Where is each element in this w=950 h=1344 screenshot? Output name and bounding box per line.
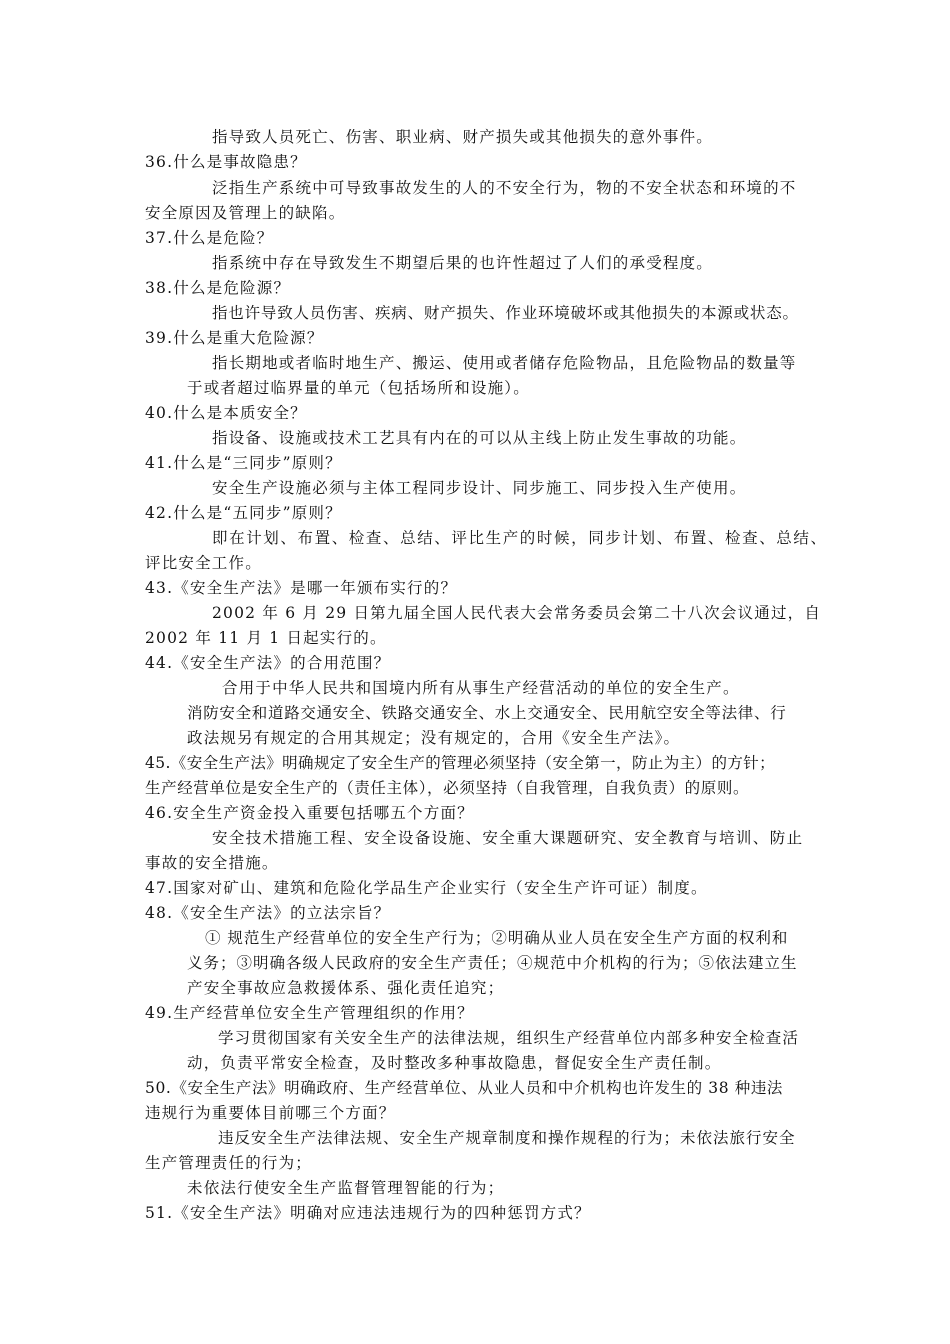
answer-text: 事故的安全措施。 bbox=[145, 854, 279, 872]
answer-text: 生产经营单位是安全生产的（责任主体），必须坚持（自我管理，自我负责）的原则。 bbox=[145, 779, 750, 797]
answer-text: 安全原因及管理上的缺陷。 bbox=[145, 204, 346, 222]
question-39: 39.什么是重大危险源？ bbox=[145, 329, 324, 347]
question-41: 41.什么是“三同步”原则？ bbox=[145, 454, 342, 472]
answer-text: ① 规范生产经营单位的安全生产行为；②明确从业人员在安全生产方面的权利和 bbox=[205, 929, 789, 947]
answer-text: 合用于中华人民共和国境内所有从事生产经营活动的单位的安全生产。 bbox=[222, 679, 740, 697]
question-46: 46.安全生产资金投入重要包括哪五个方面？ bbox=[145, 804, 474, 822]
question-48: 48.《安全生产法》的立法宗旨？ bbox=[145, 904, 391, 922]
answer-text: 于或者超过临界量的单元（包括场所和设施）。 bbox=[187, 379, 530, 397]
question-43: 43.《安全生产法》是哪一年颁布实行的？ bbox=[145, 579, 458, 597]
answer-text: 违反安全生产法律法规、安全生产规章制度和操作规程的行为；未依法旅行安全 bbox=[218, 1129, 796, 1147]
answer-text: 义务；③明确各级人民政府的安全生产责任；④规范中介机构的行为；⑤依法建立生 bbox=[187, 954, 798, 972]
answer-text: 指长期地或者临时地生产、搬运、使用或者储存危险物品，且危险物品的数量等 bbox=[212, 354, 797, 372]
answer-text: 消防安全和道路交通安全、铁路交通安全、水上交通安全、民用航空安全等法律、行 bbox=[187, 704, 787, 722]
question-44: 44.《安全生产法》的合用范围？ bbox=[145, 654, 391, 672]
question-47: 47.国家对矿山、建筑和危险化学品生产企业实行（安全生产许可证）制度。 bbox=[145, 879, 708, 897]
answer-text: 动，负责平常安全检查，及时整改多种事故隐患，督促安全生产责任制。 bbox=[187, 1054, 722, 1072]
answer-text: 未依法行使安全生产监督管理智能的行为； bbox=[187, 1179, 505, 1197]
answer-text: 即在计划、布置、检查、总结、评比生产的时候，同步计划、布置、检查、总结、 bbox=[212, 529, 828, 547]
question-51: 51.《安全生产法》明确对应违法违规行为的四种惩罚方式？ bbox=[145, 1204, 591, 1222]
answer-text: 学习贯彻国家有关安全生产的法律法规，组织生产经营单位内部多种安全检查活 bbox=[218, 1029, 800, 1047]
question-37: 37.什么是危险？ bbox=[145, 229, 274, 247]
answer-text: 生产管理责任的行为； bbox=[145, 1154, 313, 1172]
answer-text: 违规行为重要体目前哪三个方面？ bbox=[145, 1104, 396, 1122]
question-45: 45.《安全生产法》明确规定了安全生产的管理必须坚持（安全第一，防止为主）的方针； bbox=[145, 754, 776, 772]
answer-text: 泛指生产系统中可导致事故发生的人的不安全行为，物的不安全状态和环境的不 bbox=[212, 179, 797, 197]
answer-text: 产安全事故应急救援体系、强化责任追究； bbox=[187, 979, 505, 997]
answer-text: 指系统中存在导致发生不期望后果的也许性超过了人们的承受程度。 bbox=[212, 254, 714, 272]
question-40: 40.什么是本质安全？ bbox=[145, 404, 307, 422]
answer-text: 2002 年 6 月 29 日第九届全国人民代表大会常务委员会第二十八次会议通过，自 bbox=[212, 604, 822, 622]
question-49: 49.生产经营单位安全生产管理组织的作用？ bbox=[145, 1004, 474, 1022]
answer-text: 指导致人员死亡、伤害、职业病、财产损失或其他损失的意外事件。 bbox=[212, 128, 714, 146]
answer-text: 指设备、设施或技术工艺具有内在的可以从主线上防止发生事故的功能。 bbox=[212, 429, 747, 447]
answer-text: 指也许导致人员伤害、疾病、财产损失、作业环境破坏或其他损失的本源或状态。 bbox=[212, 304, 799, 322]
answer-text: 安全生产设施必须与主体工程同步设计、同步施工、同步投入生产使用。 bbox=[212, 479, 747, 497]
answer-text: 评比安全工作。 bbox=[145, 554, 262, 572]
question-36: 36.什么是事故隐患？ bbox=[145, 153, 307, 171]
question-42: 42.什么是“五同步”原则？ bbox=[145, 504, 342, 522]
answer-text: 安全技术措施工程、安全设备设施、安全重大课题研究、安全教育与培训、防止 bbox=[212, 829, 804, 847]
question-38: 38.什么是危险源？ bbox=[145, 279, 291, 297]
answer-text: 政法规另有规定的合用其规定；没有规定的，合用《安全生产法》。 bbox=[187, 729, 681, 747]
question-50: 50.《安全生产法》明确政府、生产经营单位、从业人员和中介机构也许发生的 38 种违法 bbox=[145, 1079, 784, 1097]
answer-text: 2002 年 11 月 1 日起实行的。 bbox=[145, 629, 387, 647]
